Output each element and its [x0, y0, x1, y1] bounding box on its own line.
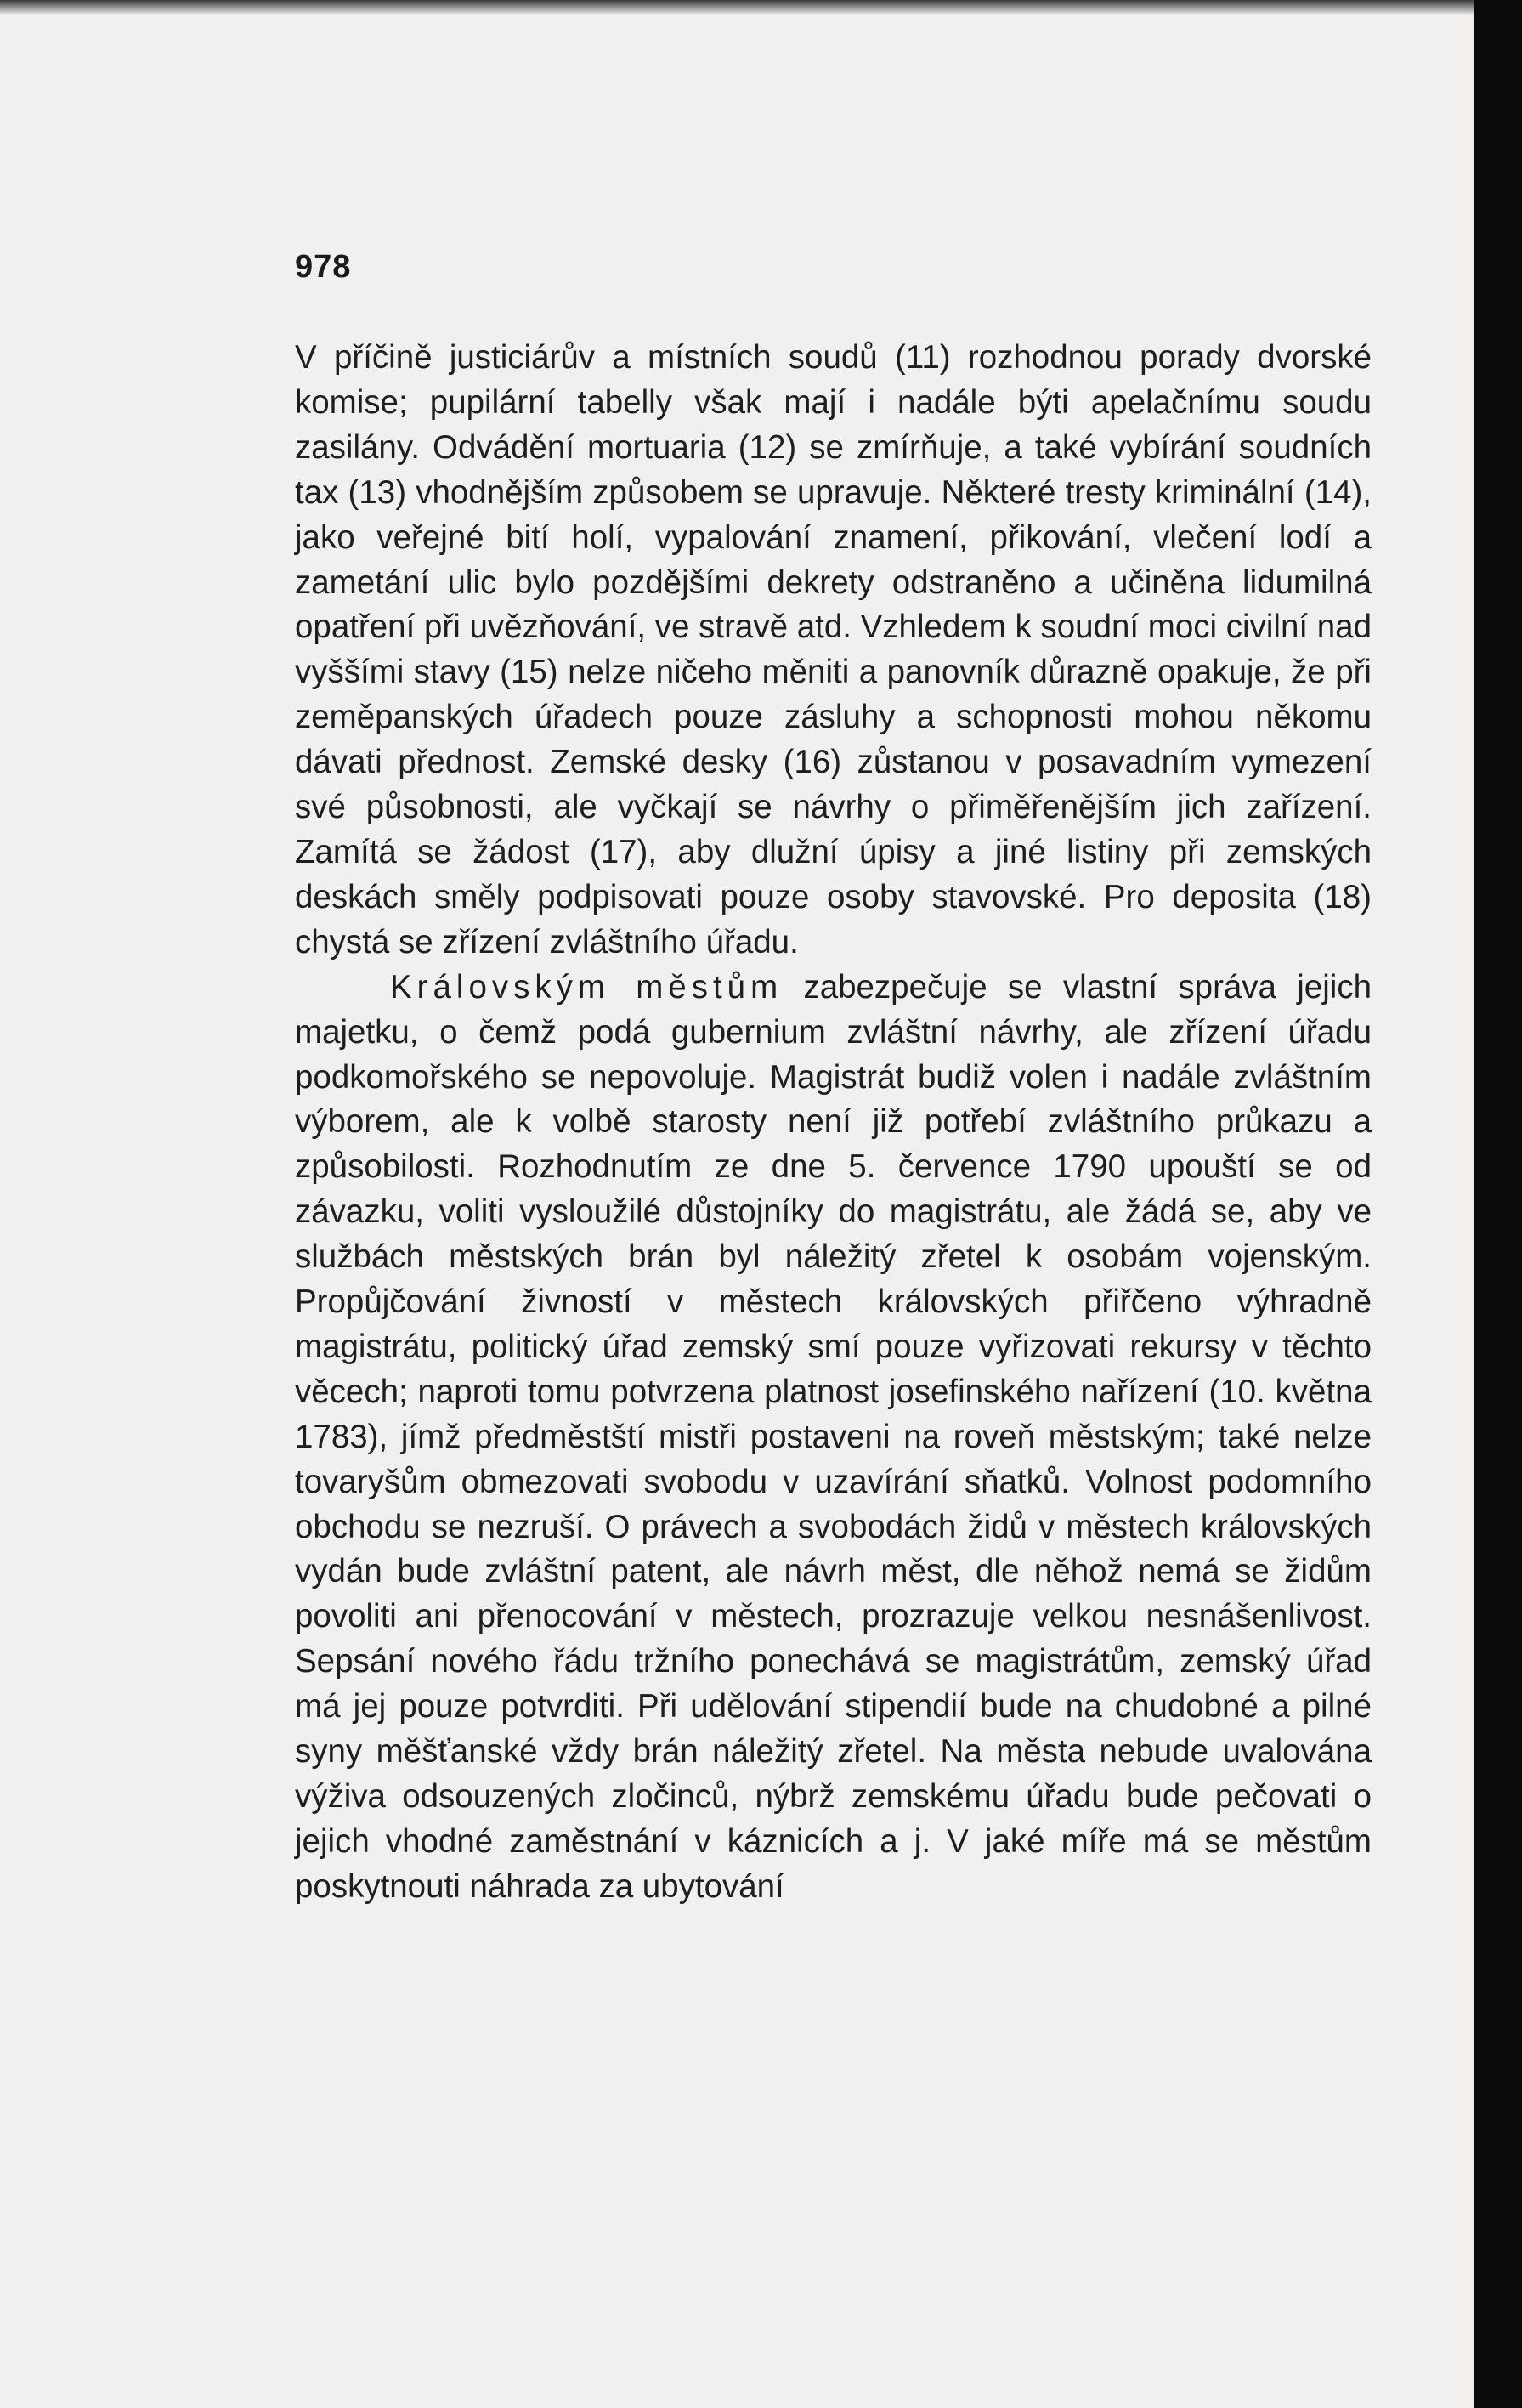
body-text	[295, 336, 1372, 1910]
paragraph-justice: V příčině justiciárův a místních soudů (11) rozhodnou porady dvorské komise; pupilární tabelly však mají i nadále býti apelačnímu soudu zasilány. Odvádění mortuaria (12) se zmírňuje, a také vybírání soudních tax (13) vhodnějším způsobem se upravuje. Některé tresty kriminální (14), jako veřejné bití holí, vypalování znamení, přikování, vlečení lodí a zametání ulic bylo pozdějšími dekrety odstraněno a učiněna lidumilná opatření při uvězňování, ve stravě atd. Vzhledem k soudní moci civilní nad vyššími stavy (15) nelze ničeho měniti a panovník důrazně opakuje, že při zeměpanských úřadech pouze zásluhy a schopnosti mohou někomu dávati přednost. Zemské desky (16) zůstanou v posavadním vymezení své působnosti, ale vyčkají se návrhy o přiměřenějším jich zařízení. Zamítá se žádost (17), aby dlužní úpisy a jiné listiny při zemských deskách směly podpisovati pouze osoby stavovské. Pro deposita (18) chystá se zřízení zvláštního úřadu.	[295, 339, 1372, 960]
page-top-shadow	[0, 0, 1474, 15]
page-number: 978	[295, 249, 352, 285]
paragraph-lead-spaced: Královským městům	[390, 968, 784, 1006]
paragraph-royal-towns-text: zabezpečuje se vlastní správa jejich majetku, o čemž podá gubernium zvláštní návrhy, ale zřízení úřadu podkomořského se nepovoluje. Magistrát budiž volen i nadále zvláštním výborem, ale k volbě starosty není již potřebí zvláštního průkazu a způsobilosti. Rozhodnutím ze dne 5. července 1790 upouští se od závazku, voliti vysloužilé důstojníky do magistrátu, ale žádá se, aby ve službách městských brán byl náležitý zřetel k osobám vojenským. Propůjčování živností v městech královských přiřčeno výhradně magistrátu, politický úřad zemský smí pouze vyřizovati rekursy v těchto věcech; naproti tomu potvrzena platnost josefinského nařízení (10. května 1783), jímž předměstští mistři postaveni na roveň městským; také nelze tovaryšům obmezovati svobodu v uzavírání sňatků. Volnost podomního obchodu se nezruší. O právech a svobodách židů v městech královských vydán bude zvláštní patent, ale návrh měst, dle něhož nemá se židům povoliti ani přenocování v městech, prozrazuje velkou nesnášenlivost. Sepsání nového řádu tržního ponechává se magistrátům, zemský úřad má jej pouze potvrditi. Při udělování stipendií bude na chudobné a pilné syny měšťanské vždy brán náležitý zřetel. Na města nebude uvalována výživa odsouzených zločinců, nýbrž zemskému úřadu bude pečovati o jejich vhodné zaměstnání v káznicích a j. V jaké míře má se městům poskytnouti náhrada za ubytování	[295, 968, 1372, 1905]
paragraph-royal-towns	[295, 966, 1372, 1910]
scan-border	[1474, 0, 1522, 2408]
